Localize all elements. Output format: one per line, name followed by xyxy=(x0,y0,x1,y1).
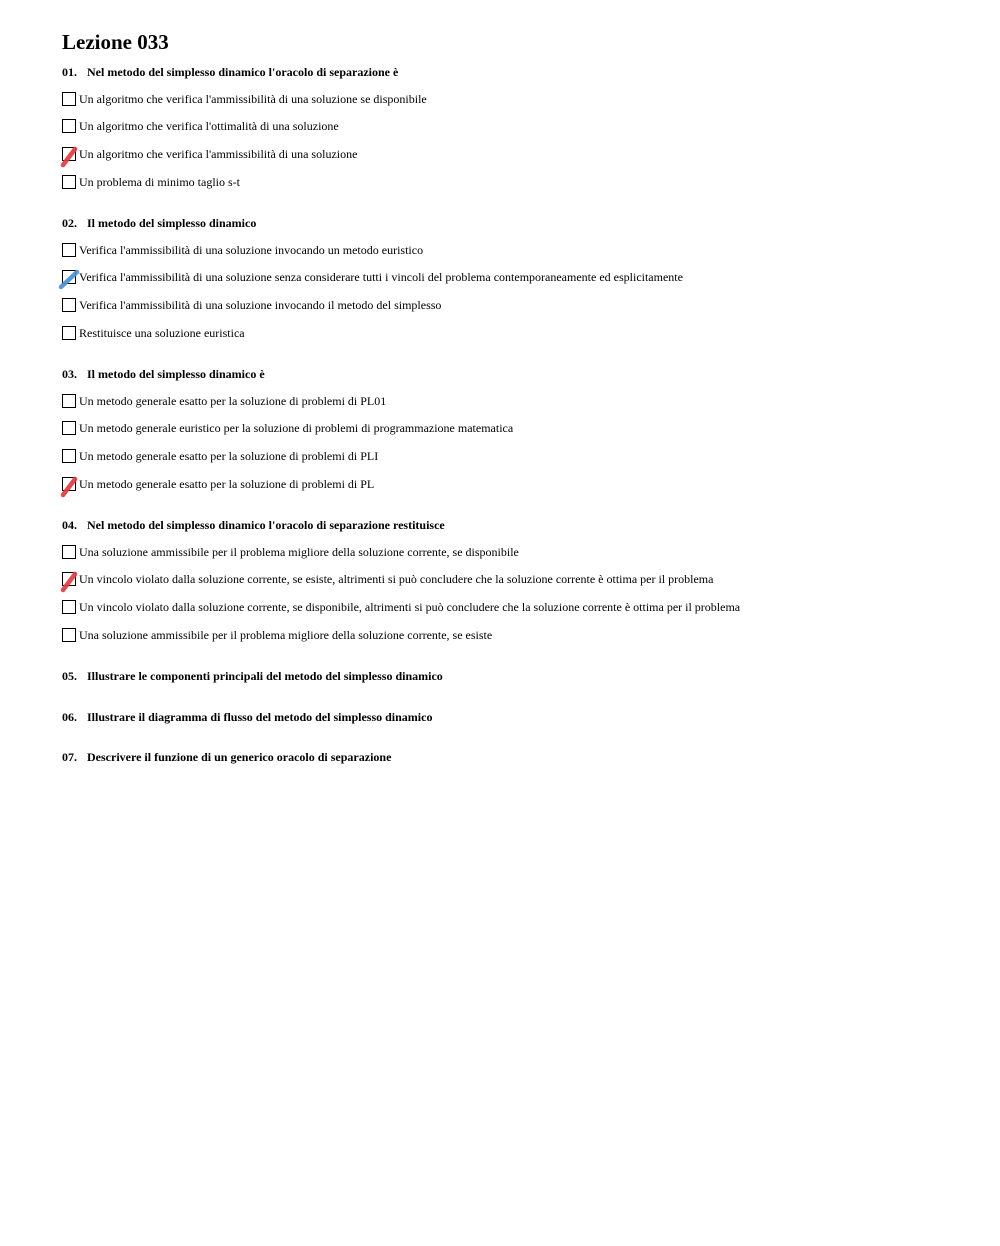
option-text: Un algoritmo che verifica l'ammissibilità di una soluzione se disponibile xyxy=(79,92,427,106)
checkbox[interactable] xyxy=(62,175,76,189)
option-text: Restituisce una soluzione euristica xyxy=(79,326,245,340)
option-text: Una soluzione ammissibile per il problema migliore della soluzione corrente, se disponibile xyxy=(79,545,519,559)
option-text: Un problema di minimo taglio s-t xyxy=(79,175,240,189)
question-03 xyxy=(62,366,265,382)
checkbox[interactable] xyxy=(62,600,76,614)
option-03-b[interactable] xyxy=(62,420,513,436)
option-text: Un metodo generale euristico per la soluzione di problemi di programmazione matematica xyxy=(79,421,514,435)
highlight-stroke xyxy=(63,479,75,495)
option-02-a[interactable] xyxy=(62,242,423,258)
checkbox[interactable] xyxy=(62,147,76,161)
checkbox[interactable] xyxy=(62,326,76,340)
checkbox[interactable] xyxy=(62,243,76,257)
question-number: 01. xyxy=(62,65,77,79)
option-text: Un algoritmo che verifica l'ammissibilità di una soluzione xyxy=(79,147,358,161)
option-01-b[interactable] xyxy=(62,118,339,134)
option-04-c[interactable] xyxy=(62,599,740,615)
question-04 xyxy=(62,517,445,533)
checkbox[interactable] xyxy=(62,421,76,435)
option-01-c[interactable] xyxy=(62,146,357,162)
option-text: Verifica l'ammissibilità di una soluzione invocando un metodo euristico xyxy=(79,243,424,257)
option-04-a[interactable] xyxy=(62,544,519,560)
option-03-d[interactable] xyxy=(62,476,374,492)
option-04-d[interactable] xyxy=(62,627,492,643)
option-03-a[interactable] xyxy=(62,393,386,409)
checkbox[interactable] xyxy=(62,270,76,284)
question-text: Il metodo del simplesso dinamico è xyxy=(87,367,265,381)
option-03-c[interactable] xyxy=(62,448,378,464)
option-text: Una soluzione ammissibile per il problema migliore della soluzione corrente, se esiste xyxy=(79,628,493,642)
question-text: Illustrare il diagramma di flusso del metodo del simplesso dinamico xyxy=(87,710,433,724)
checkbox[interactable] xyxy=(62,572,76,586)
question-number: 04. xyxy=(62,518,77,532)
question-text: Nel metodo del simplesso dinamico l'oracolo di separazione è xyxy=(87,65,399,79)
checkbox[interactable] xyxy=(62,119,76,133)
question-text: Illustrare le componenti principali del metodo del simplesso dinamico xyxy=(87,669,443,683)
option-text: Un vincolo violato dalla soluzione corrente, se esiste, altrimenti si può concludere che la soluzione corrente è ottima per il problema xyxy=(79,572,714,586)
highlight-stroke xyxy=(63,149,75,165)
option-01-d[interactable] xyxy=(62,174,240,190)
option-text: Un algoritmo che verifica l'ottimalità di una soluzione xyxy=(79,119,339,133)
option-text: Un metodo generale esatto per la soluzione di problemi di PL01 xyxy=(79,394,387,408)
question-07 xyxy=(62,749,391,765)
option-02-d[interactable] xyxy=(62,325,245,341)
checkbox[interactable] xyxy=(62,545,76,559)
checkbox[interactable] xyxy=(62,477,76,491)
question-06 xyxy=(62,709,432,725)
question-text: Nel metodo del simplesso dinamico l'oracolo di separazione restituisce xyxy=(87,518,445,532)
question-05 xyxy=(62,668,443,684)
question-02 xyxy=(62,215,256,231)
option-text: Un metodo generale esatto per la soluzione di problemi di PL xyxy=(79,477,375,491)
option-text: Verifica l'ammissibilità di una soluzione invocando il metodo del simplesso xyxy=(79,298,442,312)
option-02-b[interactable] xyxy=(62,269,683,285)
option-text: Verifica l'ammissibilità di una soluzione senza considerare tutti i vincoli del problema contemporaneamente ed esplicitamente xyxy=(79,270,683,284)
checkbox[interactable] xyxy=(62,394,76,408)
page-title: Lezione 033 xyxy=(62,30,169,54)
question-number: 07. xyxy=(62,750,77,764)
highlight-stroke xyxy=(61,272,77,287)
question-text: Il metodo del simplesso dinamico xyxy=(87,216,257,230)
question-number: 02. xyxy=(62,216,77,230)
question-text: Descrivere il funzione di un generico oracolo di separazione xyxy=(87,750,392,764)
checkbox[interactable] xyxy=(62,628,76,642)
checkbox[interactable] xyxy=(62,298,76,312)
option-text: Un vincolo violato dalla soluzione corrente, se disponibile, altrimenti si può concludere che la soluzione corrente è ottima per il problema xyxy=(79,600,741,614)
question-01 xyxy=(62,64,398,80)
highlight-stroke xyxy=(63,574,75,590)
question-number: 05. xyxy=(62,669,77,683)
checkbox[interactable] xyxy=(62,92,76,106)
option-02-c[interactable] xyxy=(62,297,441,313)
option-01-a[interactable] xyxy=(62,91,427,107)
question-number: 03. xyxy=(62,367,77,381)
option-04-b[interactable] xyxy=(62,571,713,587)
option-text: Un metodo generale esatto per la soluzione di problemi di PLI xyxy=(79,449,379,463)
question-number: 06. xyxy=(62,710,77,724)
checkbox[interactable] xyxy=(62,449,76,463)
